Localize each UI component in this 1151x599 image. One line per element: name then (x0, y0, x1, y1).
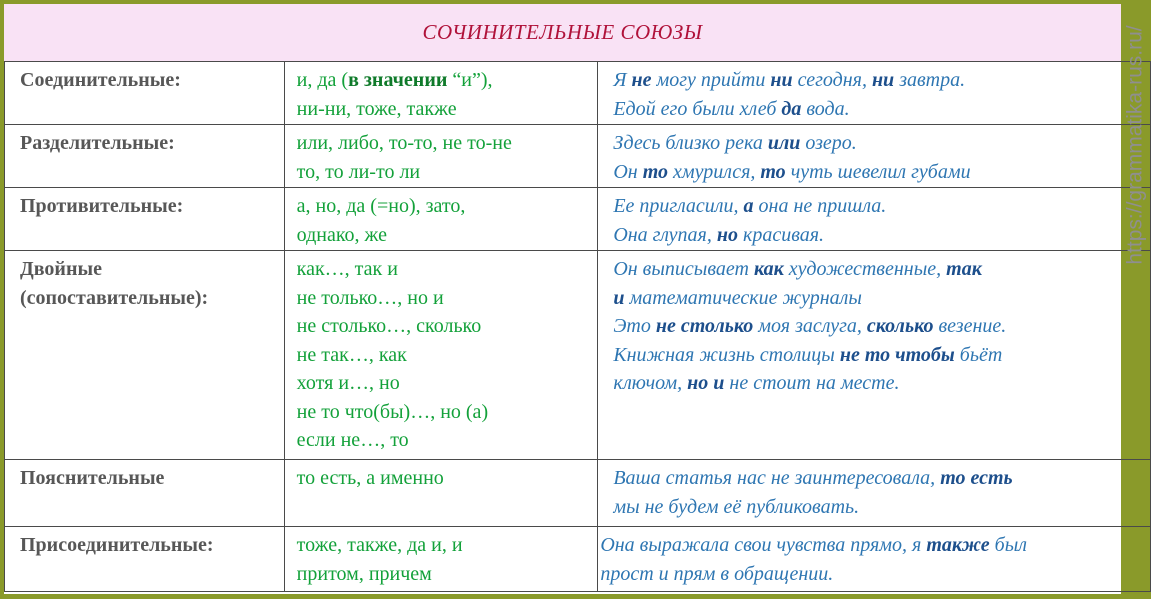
conjunction-type-cell (5, 62, 285, 125)
examples-cell (598, 527, 1151, 592)
example-text: математические журналы (624, 286, 862, 309)
highlighted-conjunction: да (781, 97, 802, 120)
example-sentence (600, 531, 1150, 560)
conjunction-note-bold: в значении (348, 69, 448, 91)
conjunction-line (297, 66, 598, 95)
conjunction-line (297, 560, 598, 589)
example-text: прост и прям в обращении. (600, 562, 834, 585)
table-body (5, 62, 1151, 592)
example-text: Он (613, 160, 643, 183)
example-sentence (613, 341, 1150, 370)
example-text: могу прийти (651, 69, 771, 91)
conjunction-text: не то что(бы)…, но (а) (296, 400, 489, 423)
example-text: хмурился, (667, 160, 761, 183)
example-sentence (613, 95, 1150, 124)
conjunction-line (297, 312, 598, 341)
examples-cell (598, 188, 1151, 251)
example-text: мы не будем её публиковать. (613, 495, 860, 518)
conjunction-line (297, 398, 598, 427)
conjunction-type-cell (5, 251, 285, 460)
conjunction-line (297, 255, 598, 284)
conjunctions-cell (284, 527, 598, 592)
example-text: Я (613, 69, 632, 91)
conjunction-type-label: Разделительные: (20, 132, 175, 154)
highlighted-conjunction: сколько (866, 315, 934, 337)
highlighted-conjunction: то (642, 160, 668, 183)
conjunction-text: не так…, как (296, 343, 407, 366)
table-row (5, 62, 1151, 125)
table-row (5, 527, 1151, 592)
highlighted-conjunction: как (753, 258, 784, 280)
example-text: Она глупая, (613, 223, 717, 246)
examples-cell (598, 460, 1151, 527)
example-sentence (613, 158, 1150, 187)
conjunction-text: ни-ни, тоже, также (296, 97, 457, 120)
table-row (5, 188, 1151, 251)
highlighted-conjunction: ни (770, 69, 793, 91)
example-text: красивая. (737, 223, 825, 246)
conjunction-type-cell (5, 125, 285, 188)
examples-cell (598, 62, 1151, 125)
example-sentence (613, 464, 1150, 493)
example-text: озеро. (800, 132, 857, 154)
example-sentence (613, 284, 1150, 313)
conjunction-text: не столько…, сколько (296, 315, 482, 337)
examples-cell (598, 125, 1151, 188)
example-sentence (613, 66, 1150, 95)
conjunction-type-cell (5, 188, 285, 251)
watermark-url: https://grammatika-rus.ru/ (1124, 25, 1148, 265)
conjunction-type-label: Соединительные: (20, 69, 181, 91)
conjunction-text: тоже, также, да и, и (296, 534, 463, 556)
table-row (5, 460, 1151, 527)
highlighted-conjunction: не то чтобы (839, 343, 955, 366)
highlighted-conjunction: а (743, 195, 754, 217)
conjunction-text: если не…, то (296, 429, 409, 451)
conjunction-line (297, 531, 598, 560)
conjunction-type-cell (5, 460, 285, 527)
conjunction-text: то, то ли-то ли (296, 160, 421, 183)
highlighted-conjunction: не (631, 69, 652, 91)
conjunction-type-line: (сопоставительные): (20, 286, 209, 309)
example-sentence (613, 255, 1150, 284)
example-text: она не пришла. (753, 195, 887, 217)
conjunction-text: “и”), (447, 69, 493, 91)
example-text: Она выражала свои чувства прямо, я (600, 534, 927, 556)
example-text: сегодня, (792, 69, 872, 91)
highlighted-conjunction: то (760, 160, 786, 183)
example-text: Это (613, 315, 656, 337)
highlighted-conjunction: то есть (940, 467, 1013, 489)
example-text: художественные, (783, 258, 947, 280)
table-row (5, 251, 1151, 460)
example-text: Ее пригласили, (613, 195, 744, 217)
conjunction-line (297, 369, 598, 398)
conjunction-text: однако, же (296, 223, 387, 246)
conjunction-line (297, 284, 598, 313)
conjunction-line (297, 129, 598, 158)
example-sentence (613, 312, 1150, 341)
highlighted-conjunction: ни (871, 69, 895, 91)
conjunction-line (297, 341, 598, 370)
conjunction-text: а, но, да (=но), зато, (296, 195, 466, 217)
highlighted-conjunction: также (926, 534, 990, 556)
conjunction-line (297, 158, 598, 187)
conjunction-text: или, либо, то-то, не то-не (296, 132, 512, 154)
conjunction-line (297, 221, 598, 250)
conjunctions-cell (284, 62, 598, 125)
example-text: был (989, 534, 1027, 556)
conjunction-type-line: Двойные (20, 258, 102, 280)
conjunction-line (297, 464, 598, 493)
example-sentence (613, 192, 1150, 221)
table-row (5, 125, 1151, 188)
conjunctions-cell (284, 251, 598, 460)
conjunction-type-label: Пояснительные (20, 467, 165, 489)
conjunction-line (297, 426, 598, 455)
highlighted-conjunction: не столько (655, 315, 754, 337)
conjunctions-table (4, 61, 1151, 592)
example-sentence (613, 129, 1150, 158)
highlighted-conjunction: но (716, 223, 738, 246)
highlighted-conjunction: или (767, 132, 801, 154)
watermark (1124, 14, 1148, 276)
example-text: Он выписывает (613, 258, 754, 280)
examples-cell (598, 251, 1151, 460)
conjunction-text: притом, причем (296, 562, 432, 585)
example-text: завтра. (894, 69, 966, 91)
highlighted-conjunction: так (946, 258, 982, 280)
highlighted-conjunction: и (613, 286, 625, 309)
conjunctions-cell (284, 125, 598, 188)
example-text: чуть шевелил губами (785, 160, 971, 183)
highlighted-conjunction: но и (687, 372, 725, 394)
conjunction-text: не только…, но и (296, 286, 444, 309)
conjunction-type-label: Присоединительные: (20, 534, 214, 556)
conjunction-text: и, да ( (296, 69, 349, 91)
conjunction-text: как…, так и (296, 258, 398, 280)
example-text: Ваша статья нас не заинтересовала, (613, 467, 941, 489)
conjunction-line (297, 95, 598, 124)
example-sentence (613, 369, 1150, 398)
example-text: бьёт (954, 343, 1003, 366)
conjunction-text: хотя и…, но (296, 372, 400, 394)
example-sentence (600, 560, 1150, 589)
conjunction-line (297, 192, 598, 221)
example-text: не стоит на месте. (724, 372, 900, 394)
example-sentence (613, 221, 1150, 250)
conjunction-text: то есть, а именно (296, 467, 444, 489)
conjunction-type-label: Противительные: (20, 195, 184, 217)
table-title: СОЧИНИТЕЛЬНЫЕ СОЮЗЫ (422, 20, 703, 44)
conjunctions-cell (284, 460, 598, 527)
example-text: Едой его были хлеб (613, 97, 782, 120)
conjunctions-cell (284, 188, 598, 251)
example-text: Здесь близко река (613, 132, 768, 154)
table-title-bar (4, 4, 1121, 62)
example-text: ключом, (613, 372, 688, 394)
example-sentence (613, 493, 1150, 522)
conjunction-type-cell (5, 527, 285, 592)
example-text: моя заслуга, (753, 315, 867, 337)
example-text: вода. (801, 97, 850, 120)
example-text: везение. (933, 315, 1007, 337)
example-text: Книжная жизнь столицы (613, 343, 840, 366)
